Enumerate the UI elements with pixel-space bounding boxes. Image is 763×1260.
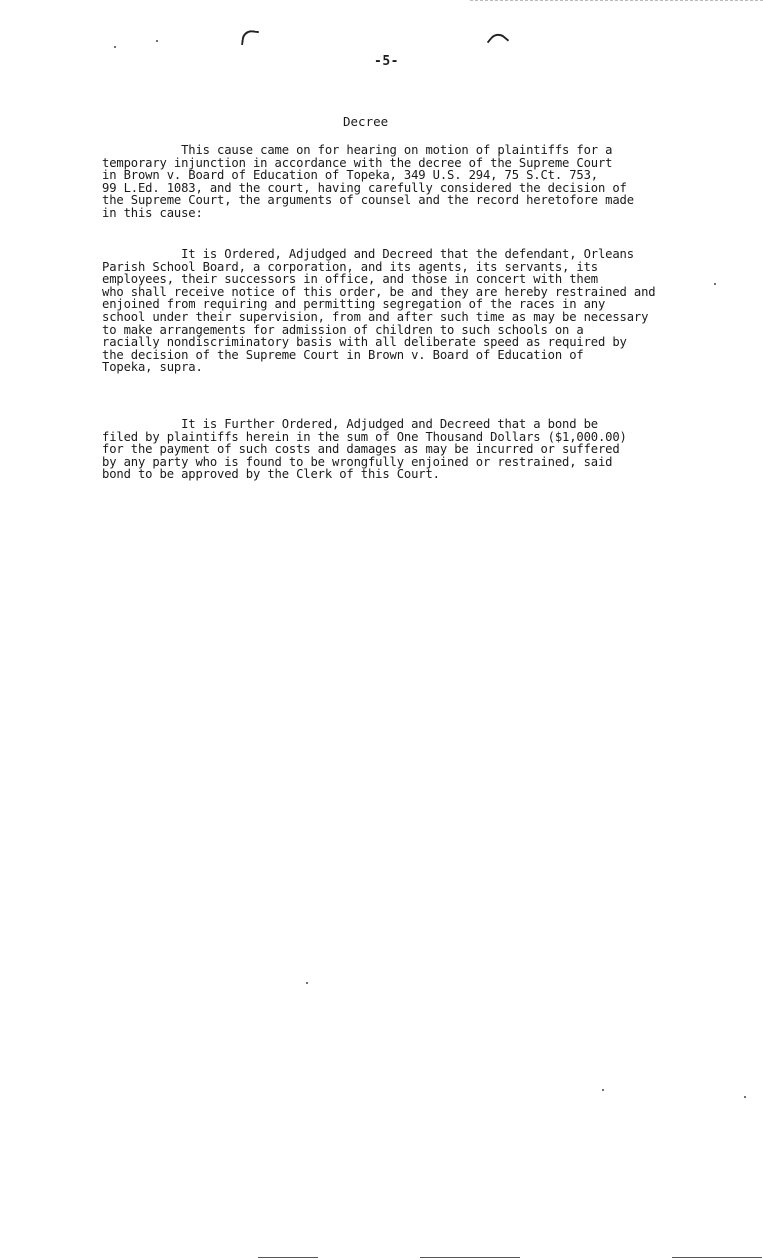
binder-hole-mark (241, 29, 259, 47)
scan-edge-line (672, 1257, 762, 1258)
paragraph-recital: This cause came on for hearing on motion of plaintiffs for a temporary injunction in accordance with the decree of the Supreme Court in Brown v. Board of Education of Topeka, 349 U.S. 294, 75 S.Ct. 753, 99 L.Ed. 1083, and the court, having carefully considered the decision of the Supreme Court, the arguments of counsel and the record heretofore made in this cause: (102, 143, 634, 220)
scan-speck (156, 40, 158, 42)
scan-speck (714, 283, 716, 285)
scan-edge-line (258, 1257, 318, 1258)
page-number: -5- (374, 54, 399, 69)
binder-hole-mark (487, 30, 510, 53)
scan-edge-line (470, 0, 763, 2)
paragraph-injunction-order: It is Ordered, Adjudged and Decreed that the defendant, Orleans Parish School Board, a corporation, and its agents, its servants, its employees, their successors in office, and those in concert with them who shall receive notice of this order, be and they are hereby restrained and enjoined from requiring and permitting segregation of the races in any school under their supervision, from and after such time as may be necessary to make arrangements for admission of children to such schools on a racially nondiscriminatory basis with all deliberate speed as required by the decision of the Supreme Court in Brown v. Board of Education of Topeka, supra. (102, 247, 656, 375)
paragraph-bond-order: It is Further Ordered, Adjudged and Decreed that a bond be filed by plaintiffs herein in the sum of One Thousand Dollars ($1,000.00) for the payment of such costs and damages as may be incurred or suffered by any party who is found to be wrongfully enjoined or restrained, said bond to be approved by the Clerk of this Court. (102, 417, 627, 482)
scan-edge-line (420, 1257, 520, 1258)
scan-speck (306, 982, 308, 984)
scan-speck (744, 1096, 746, 1098)
scan-speck (114, 46, 116, 48)
document-heading: Decree (343, 114, 389, 129)
scan-speck (602, 1089, 604, 1091)
